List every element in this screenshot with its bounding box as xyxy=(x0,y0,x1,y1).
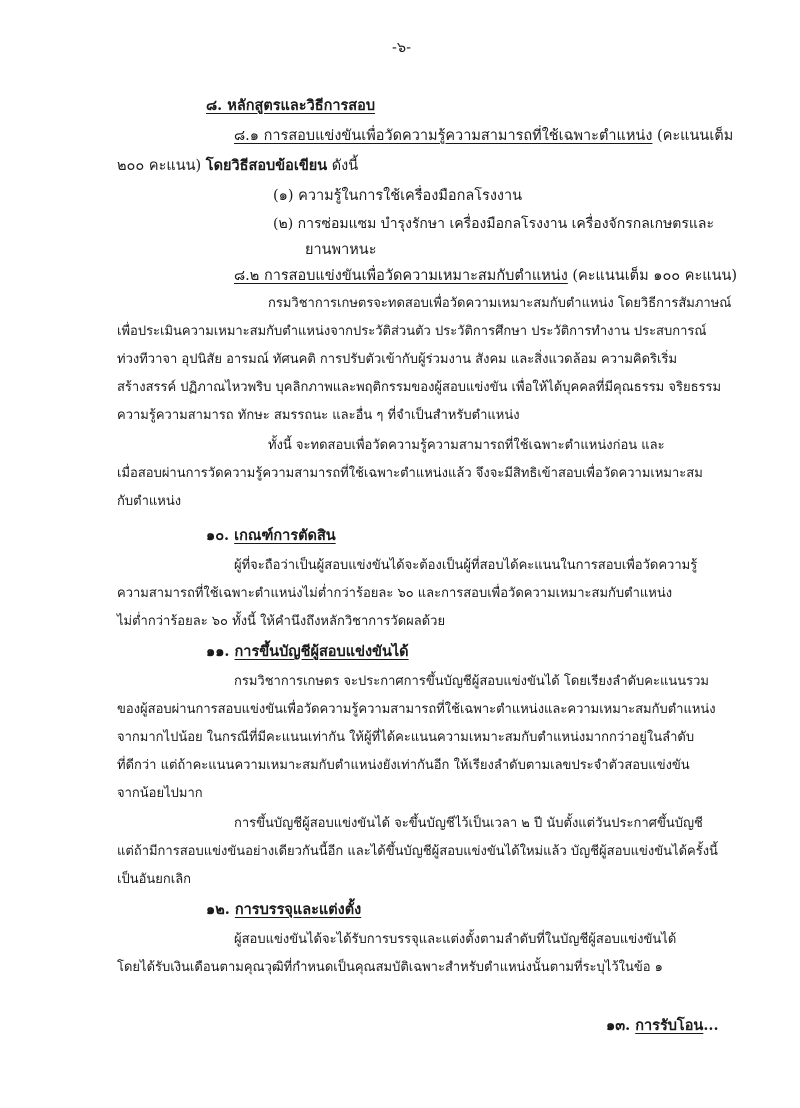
page-number: -๖- xyxy=(392,40,412,56)
section-10-para-line: ไม่ต่ำกว่าร้อยละ ๖๐ ทั้งนี้ ให้คำนึงถึงหลักวิชาการวัดผลด้วย xyxy=(117,614,446,629)
section-11-para-line: จากมากไปน้อย ในกรณีที่มีคะแนนเท่ากัน ให้ผู้ที่ได้คะแนนความเหมาะสมกับตำแหน่งมากกว่าอยู่ในลำดับ xyxy=(117,730,695,745)
section-12-para-line: ผู้สอบแข่งขันได้จะได้รับการบรรจุและแต่งตั้งตามลำดับที่ในบัญชีผู้สอบแข่งขันได้ xyxy=(234,932,677,947)
section-8-2-line1 xyxy=(234,266,737,286)
section-11-para-line: จากน้อยไปมาก xyxy=(117,786,203,801)
section-8-2-para-line: กรมวิชาการเกษตรจะทดสอบเพื่อวัดความเหมาะสมกับตำแหน่ง โดยวิธีการสัมภาษณ์ xyxy=(268,296,732,311)
section-8-2-para-line: ท่วงทีวาจา อุปนิสัย อารมณ์ ทัศนคติ การปรับตัวเข้ากับผู้ร่วมงาน สังคม และสิ่งแวดล้อม ความคิดริเริ่ม xyxy=(117,352,678,367)
section-8-2-para-line: เพื่อประเมินความเหมาะสมกับตำแหน่งจากประวัติส่วนตัว ประวัติการศึกษา ประวัติการทำงาน ประสบการณ์ xyxy=(117,324,707,339)
continuation-heading: การรับโอน xyxy=(635,1017,704,1034)
section-8-2-suffix: (คะแนนเต็ม ๑๐๐ คะแนน) xyxy=(572,268,738,284)
section-12-para-line: โดยได้รับเงินเดือนตามคุณวุฒิที่กำหนดเป็นคุณสมบัติเฉพาะสำหรับตำแหน่งนั้นตามที่ระบุไว้ในข้อ ๑ xyxy=(117,960,663,975)
section-12-number: ๑๒. xyxy=(206,901,230,918)
section-8-1-as-follows: ดังนี้ xyxy=(331,158,359,174)
section-11-para2-line: เป็นอันยกเลิก xyxy=(117,872,192,887)
section-8-2-note-line: ทั้งนี้ จะทดสอบเพื่อวัดความรู้ความสามารถที่ใช้เฉพาะตำแหน่งก่อน และ xyxy=(268,438,665,453)
section-11-para-line: กรมวิชาการเกษตร จะประกาศการขึ้นบัญชีผู้สอบแข่งขันได้ โดยเรียงลำดับคะแนนรวม xyxy=(234,674,709,689)
section-8-1-item-2: (๒) การซ่อมแซม บำรุงรักษา เครื่องมือกลโรงงาน เครื่องจักรกลเกษตรและ xyxy=(273,216,715,232)
section-8-2-para-line: ความรู้ความสามารถ ทักษะ สมรรถนะ และอื่น ๆ ที่จำเป็นสำหรับตำแหน่ง xyxy=(117,408,520,423)
section-11-para-line: ของผู้สอบผ่านการสอบแข่งขันเพื่อวัดความรู้ความสามารถที่ใช้เฉพาะตำแหน่งและความเหมาะสมกับตำแหน่ง xyxy=(117,702,716,717)
section-8-1-line1 xyxy=(234,126,734,146)
section-8-1-title: ๘.๑ การสอบแข่งขันเพื่อวัดความรู้ความสามารถที่ใช้เฉพาะตำแหน่ง xyxy=(234,128,653,144)
section-11-para-line: ที่ดีกว่า แต่ถ้าคะแนนความเหมาะสมกับตำแหน่งยังเท่ากันอีก ให้เรียงลำดับตามเลขประจำตัวสอบแข่งขัน xyxy=(117,758,690,773)
section-11-heading: การขึ้นบัญชีผู้สอบแข่งขันได้ xyxy=(234,643,409,660)
section-8-2-para-line: สร้างสรรค์ ปฏิภาณไหวพริบ บุคลิกภาพและพฤติกรรมของผู้สอบแข่งขัน เพื่อให้ได้บุคคลที่มีคุณธรรม จริยธรรม xyxy=(117,380,722,395)
section-10-para-line: ผู้ที่จะถือว่าเป็นผู้สอบแข่งขันได้จะต้องเป็นผู้ที่สอบได้คะแนนในการสอบเพื่อวัดความรู้ xyxy=(234,558,698,573)
section-8-2-note-line: กับตำแหน่ง xyxy=(117,494,182,509)
section-10-number: ๑๐. xyxy=(206,527,230,544)
section-8-heading: ๘. หลักสูตรและวิธีการสอบ xyxy=(206,97,376,114)
section-8-2-title: ๘.๒ การสอบแข่งขันเพื่อวัดความเหมาะสมกับตำแหน่ง xyxy=(234,268,568,284)
section-8-1-line2 xyxy=(117,156,358,176)
section-11-heading-row xyxy=(206,642,409,662)
section-8-1-item-1: (๑) ความรู้ในการใช้เครื่องมือกลโรงงาน xyxy=(273,188,523,204)
section-10-heading-row xyxy=(206,526,336,546)
section-12-heading-row xyxy=(206,900,361,920)
section-8-1-suffix: (คะแนนเต็ม xyxy=(657,128,734,144)
section-8-1-method: โดยวิธีสอบข้อเขียน xyxy=(205,157,328,174)
section-10-heading: เกณฑ์การตัดสิน xyxy=(234,527,336,544)
section-11-number: ๑๑. xyxy=(206,643,230,660)
section-11-para2-line: แต่ถ้ามีการสอบแข่งขันอย่างเดียวกันนี้อีก และได้ขึ้นบัญชีผู้สอบแข่งขันได้ใหม่แล้ว บัญชีผู้สอบแข่งขันได้ครั้งนี้ xyxy=(117,844,718,859)
continuation-number: ๑๓. xyxy=(606,1017,631,1034)
continuation-marker xyxy=(606,1016,719,1036)
section-8-1-score: ๒๐๐ คะแนน) xyxy=(117,158,202,174)
section-10-para-line: ความสามารถที่ใช้เฉพาะตำแหน่งไม่ต่ำกว่าร้อยละ ๖๐ และการสอบเพื่อวัดความเหมาะสมกับตำแหน่ง xyxy=(117,586,673,601)
section-11-para2-line: การขึ้นบัญชีผู้สอบแข่งขันได้ จะขึ้นบัญชีไว้เป็นเวลา ๒ ปี นับตั้งแต่วันประกาศขึ้นบัญชี xyxy=(234,816,703,831)
continuation-ellipsis: ... xyxy=(703,1017,719,1034)
section-8-2-note-line: เมื่อสอบผ่านการวัดความรู้ความสามารถที่ใช้เฉพาะตำแหน่งแล้ว จึงจะมีสิทธิเข้าสอบเพื่อวัดความเหมาะสม xyxy=(117,466,703,481)
section-12-heading: การบรรจุและแต่งตั้ง xyxy=(234,901,362,918)
section-8-1-item-2-cont: ยานพาหนะ xyxy=(305,242,377,258)
